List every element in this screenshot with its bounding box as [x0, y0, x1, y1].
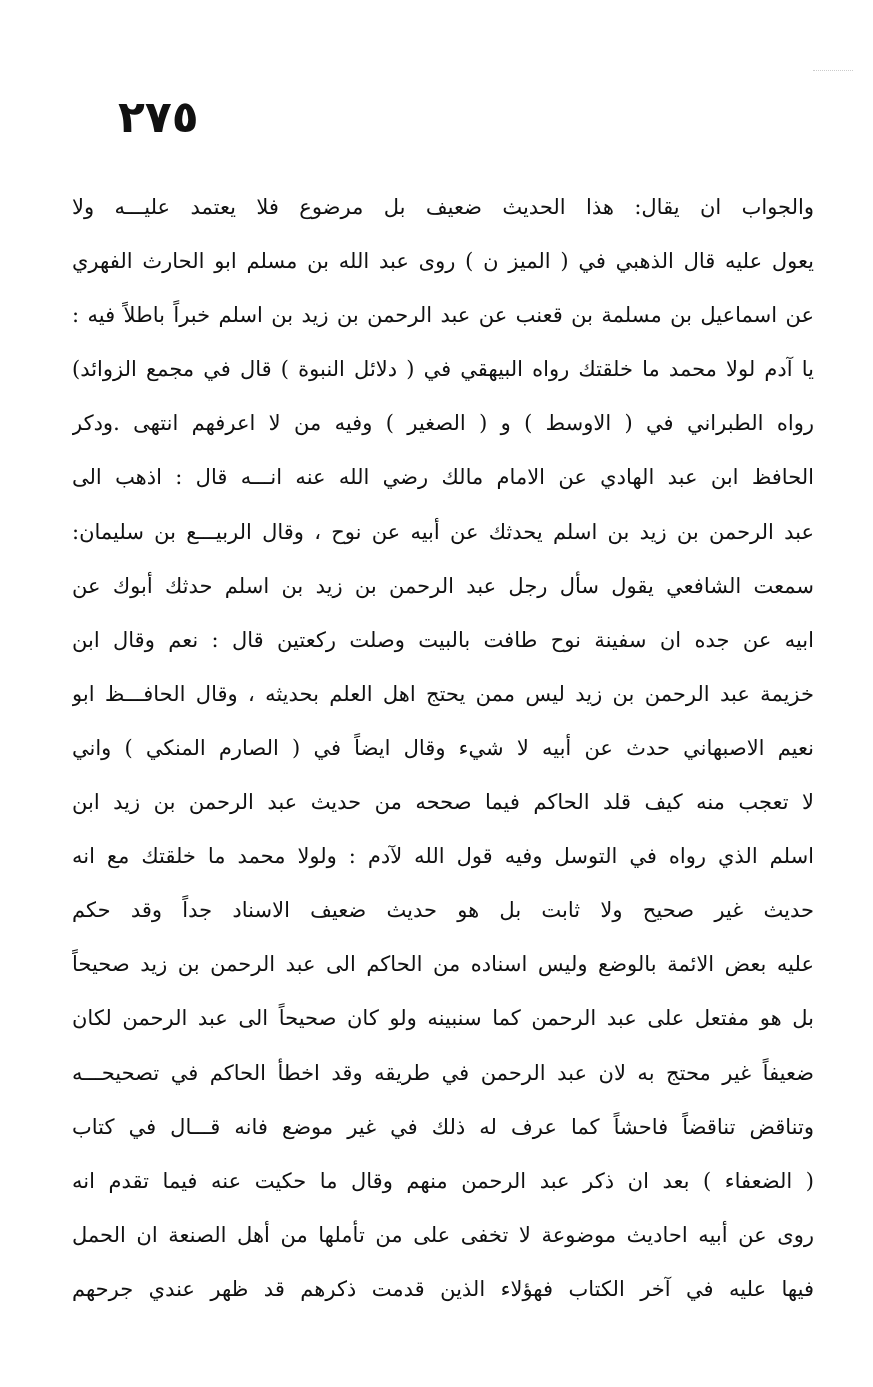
- text-line: عليه بعض الائمة بالوضع وليس اسناده من الحاكم الى عبد الرحمن بن زيد صحيحاً: [72, 952, 814, 977]
- text-line: والجواب ان يقال: هذا الحديث ضعيف بل مرضوع فلا يعتمد عليـــه ولا: [72, 195, 814, 219]
- scan-corner-mark: [813, 70, 853, 72]
- text-line: ابيه عن جده ان سفينة نوح طافت بالبيت وصلت ركعتين قال : نعم وقال ابن: [72, 627, 814, 652]
- page-number: ٢٧٥: [118, 92, 199, 143]
- text-line: نعيم الاصبهاني حدث عن أبيه لا شيء وقال ايضاً في ( الصارم المنكي ) واني: [72, 735, 814, 760]
- text-line: ضعيفاً غير محتج به لان عبد الرحمن في طريقه وقد اخطأ الحاكم في تصحيحـــه: [72, 1060, 814, 1085]
- text-line: خزيمة عبد الرحمن بن زيد ليس ممن يحتج اهل العلم بحديثه ، وقال الحافـــظ ابو: [72, 681, 814, 706]
- text-line: عن اسماعيل بن مسلمة بن قعنب عن عبد الرحمن بن زيد بن اسلم خبراً باطلاً فيه :: [72, 303, 814, 328]
- arabic-text-body: [72, 180, 814, 1316]
- text-line: وتناقض تناقضاً فاحشاً كما عرف له ذلك في غير موضع فانه قـــال في كتاب: [72, 1114, 814, 1139]
- text-line: بل هو مفتعل على عبد الرحمن كما سنبينه ولو كان صحيحاً الى عبد الرحمن لكان: [72, 1006, 814, 1031]
- text-line: حديث غير صحيح ولا ثابت بل هو حديث ضعيف الاسناد جداً وقد حكم: [72, 898, 814, 923]
- text-line: اسلم الذي رواه في التوسل وفيه قول الله لآدم : ولولا محمد ما خلقتك مع انه: [72, 844, 814, 869]
- text-line: روى عن أبيه احاديث موضوعة لا تخفى على من تأملها من أهل الصنعة ان الحمل: [72, 1222, 814, 1247]
- text-line: رواه الطبراني في ( الاوسط ) و ( الصغير ) وفيه من لا اعرفهم انتهى .ودكر: [72, 411, 814, 436]
- text-line: ( الضعفاء ) بعد ان ذكر عبد الرحمن منهم وقال ما حكيت عنه فيما تقدم انه: [72, 1168, 814, 1193]
- text-line: الحافظ ابن عبد الهادي عن الامام مالك رضي الله عنه انـــه قال : اذهب الى: [72, 465, 814, 490]
- text-line: سمعت الشافعي يقول سأل رجل عبد الرحمن بن زيد بن اسلم حدثك أبوك عن: [72, 573, 814, 598]
- text-line: يعول عليه قال الذهبي في ( الميز ن ) روى عبد الله بن مسلم ابو الحارث الفهري: [72, 249, 814, 274]
- text-line: يا آدم لولا محمد ما خلقتك رواه البيهقي في ( دلائل النبوة ) قال في مجمع الزوائد): [72, 357, 814, 382]
- text-line: فيها عليه في آخر الكتاب فهؤلاء الذين قدمت ذكرهم قد ظهر عندي جرحهم: [72, 1276, 814, 1301]
- text-line: عبد الرحمن بن زيد بن اسلم يحدثك عن أبيه عن نوح ، وقال الربيـــع بن سليمان:: [72, 519, 814, 544]
- text-line: لا تعجب منه كيف قلد الحاكم فيما صححه من حديث عبد الرحمن بن زيد ابن: [72, 790, 814, 815]
